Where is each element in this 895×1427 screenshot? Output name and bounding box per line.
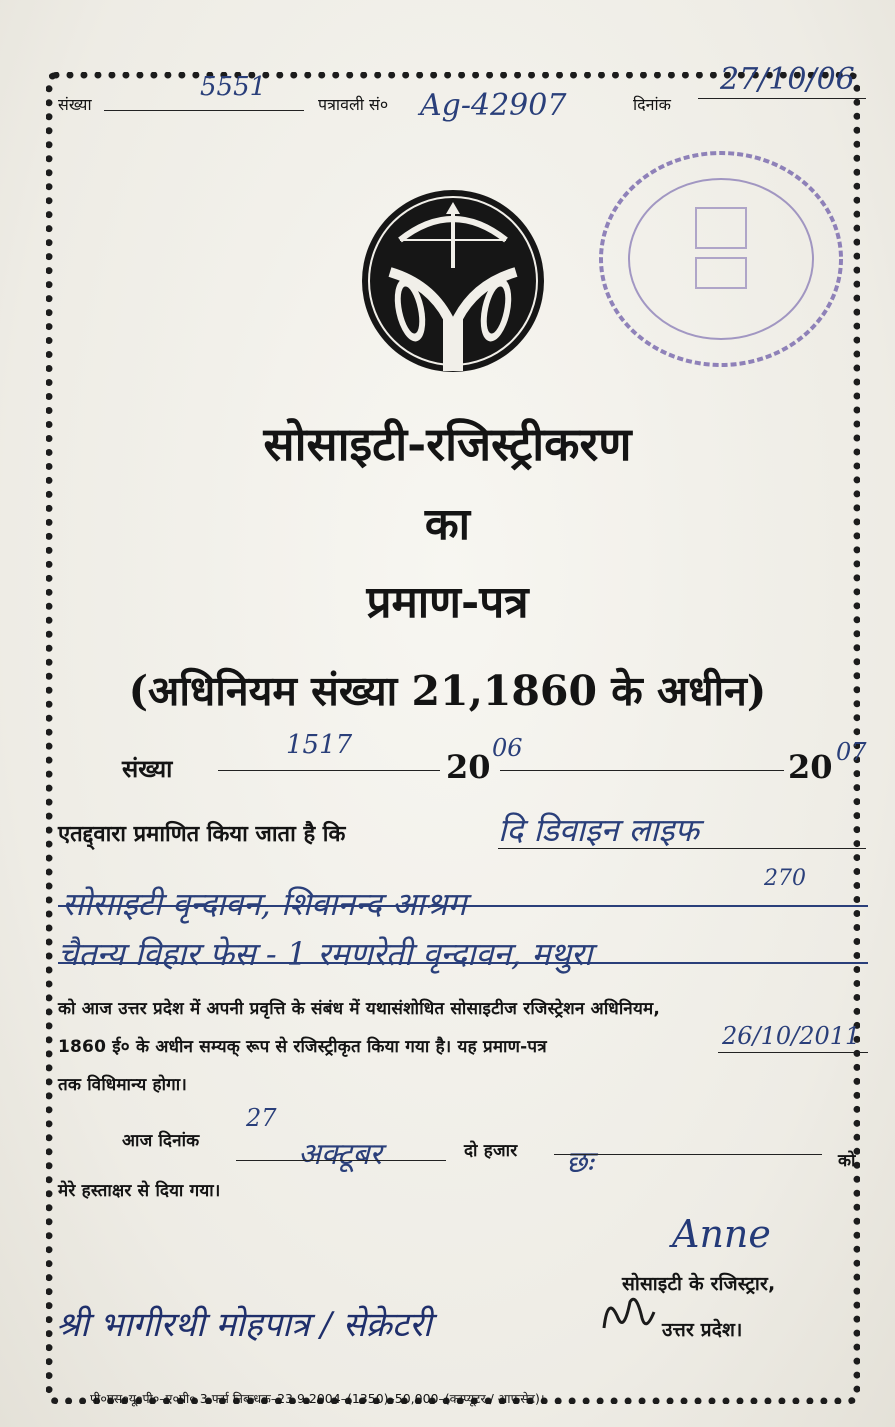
header-sankhya-value: 5551 <box>200 72 267 102</box>
registration-year2-suffix: 07 <box>836 738 867 766</box>
registrar-state: उत्तर प्रदेश। <box>662 1319 743 1341</box>
header-patravali-value: Ag-42907 <box>420 88 567 123</box>
certify-body-line3: तक विधिमान्य होगा। <box>58 1075 187 1095</box>
certify-body-line1: को आज उत्तर प्रदेश में अपनी प्रवृत्ति के संबंध में यथासंशोधित सोसाइटीज रजिस्ट्रेशन अधिनियम, <box>58 999 661 1019</box>
header-dinank-line <box>698 98 866 99</box>
footer-print-info: पी०एस०यू०पी०–ए०पी० 3 फर्म निबन्धक–23.9.2004–(1350)–50,000–(कम्प्यूटर / आफसेट)। <box>90 1391 545 1406</box>
up-emblem-icon <box>360 188 546 374</box>
date-year-word: छः <box>566 1145 594 1180</box>
header-dinank-label: दिनांक <box>633 95 671 114</box>
society-name-line1: दि डिवाइन लाइफ <box>498 811 699 849</box>
date-year-line <box>554 1154 822 1155</box>
certify-body-line2: 1860 ई० के अधीन सम्यक् रूप से रजिस्ट्रीकृत किया गया है। यह प्रमाण-पत्र <box>58 1037 547 1057</box>
registration-year2-prefix: 20 <box>788 748 833 786</box>
date-ko: को <box>838 1151 856 1171</box>
society-name-line3-rule <box>58 962 868 964</box>
registration-number-line <box>218 770 440 771</box>
registration-label: संख्या <box>122 755 173 783</box>
society-name-line3: चैतन्य विहार फेस - 1 रमणरेती वृन्दावन, मथुरा <box>58 935 593 973</box>
society-address-number: 270 <box>764 866 806 891</box>
registrar-signature: Anne <box>672 1212 771 1256</box>
date-month: अक्टूबर <box>298 1137 382 1172</box>
registration-year-suffix: 06 <box>492 734 523 762</box>
valid-until-line <box>718 1052 868 1053</box>
title-ka: का <box>424 499 471 550</box>
society-name-line1-rule <box>498 848 866 849</box>
date-do-hazar: दो हजार <box>464 1141 518 1161</box>
date-aaj-dinank: आज दिनांक <box>122 1131 200 1151</box>
registration-number-value: 1517 <box>286 730 353 760</box>
header-dinank-value: 27/10/06 <box>720 62 855 97</box>
registrar-designation: सोसाइटी के रजिस्ट्रार, <box>622 1273 776 1295</box>
title-society-registration: सोसाइटी-रजिस्ट्रीकरण <box>263 417 632 471</box>
valid-until-date: 26/10/2011 <box>722 1022 861 1050</box>
header-sankhya-label: संख्या <box>58 95 92 114</box>
title-certificate: प्रमाण-पत्र <box>366 577 529 628</box>
signed-text: मेरे हस्ताक्षर से दिया गया। <box>58 1181 221 1201</box>
registrar-initials-icon <box>598 1288 658 1338</box>
registration-year-prefix: 20 <box>446 748 491 786</box>
society-name-line2-rule <box>58 905 868 907</box>
title-act-reference: (अधिनियम संख्या 21,1860 के अधीन) <box>128 667 767 715</box>
date-day: 27 <box>246 1104 277 1132</box>
header-sankhya-line <box>104 110 304 111</box>
header-patravali-label: पत्रावली सं० <box>318 95 389 114</box>
registrar-seal-stamp-icon <box>596 148 846 370</box>
certify-intro: एतद्द्वारा प्रमाणित किया जाता है कि <box>58 822 346 847</box>
registration-year-line <box>500 770 784 771</box>
secretary-note: श्री भागीरथी मोहपात्र / सेक्रेटरी <box>56 1305 432 1345</box>
date-day-month-line <box>236 1160 446 1161</box>
society-name-line2: सोसाइटी वृन्दावन, शिवानन्द आश्रम <box>62 885 467 923</box>
